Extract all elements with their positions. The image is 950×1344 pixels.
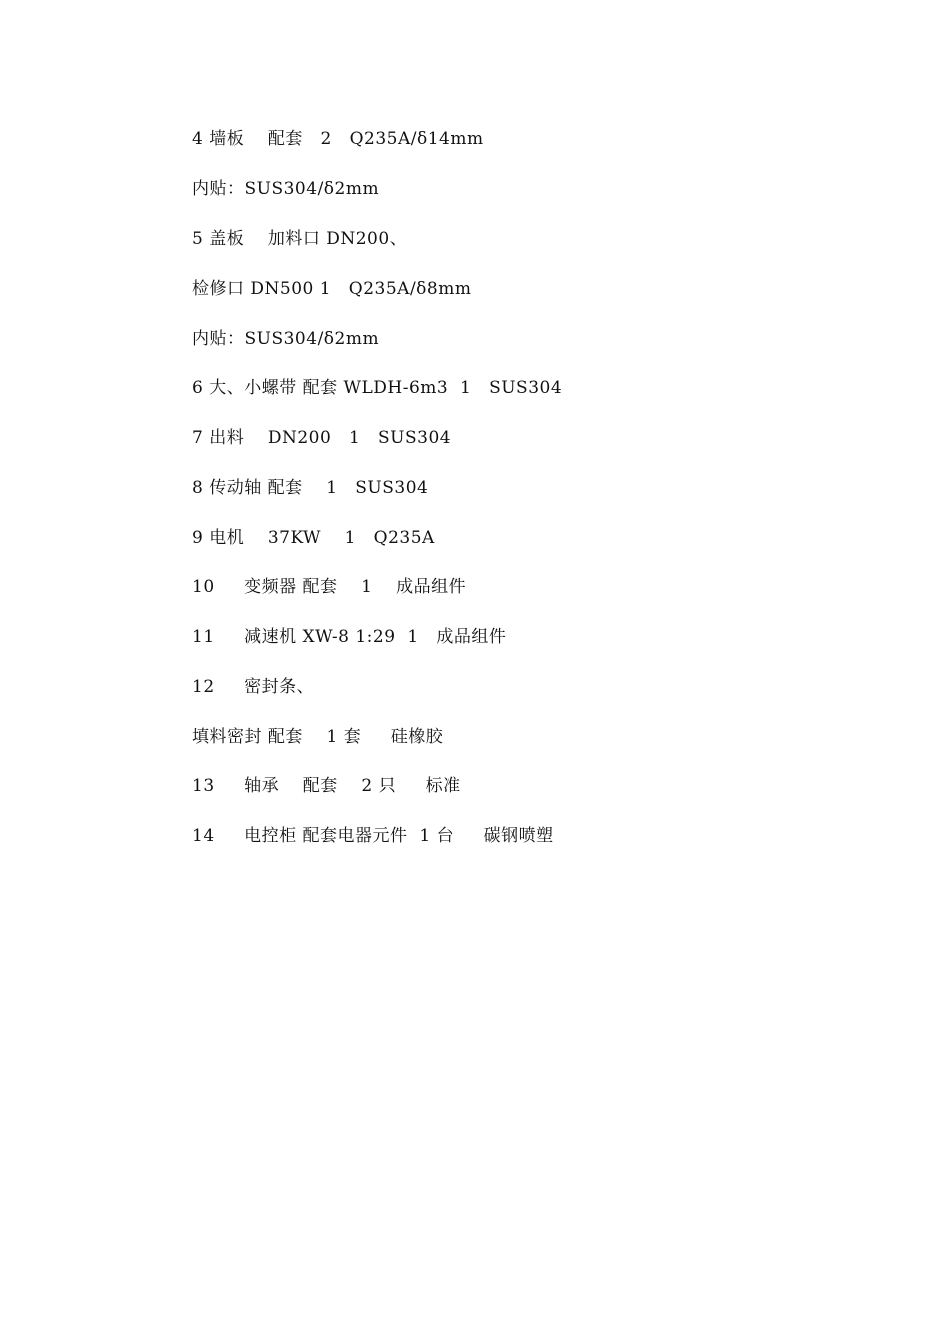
text-line-10: 10 变频器 配套 1 成品组件 <box>192 577 467 597</box>
text-line-6: 6 大、小螺带 配套 WLDH-6m3 1 SUS304 <box>192 378 563 398</box>
text-line-4: 检修口 DN500 1 Q235A/δ8mm <box>192 279 472 299</box>
text-line-11: 11 减速机 XW-8 1:29 1 成品组件 <box>192 627 507 647</box>
text-line-13: 填料密封 配套 1 套 硅橡胶 <box>192 727 444 747</box>
text-line-14: 13 轴承 配套 2 只 标准 <box>192 776 461 796</box>
text-line-12: 12 密封条、 <box>192 677 315 697</box>
text-line-1: 4 墙板 配套 2 Q235A/δ14mm <box>192 129 484 149</box>
text-line-9: 9 电机 37KW 1 Q235A <box>192 528 435 548</box>
text-line-8: 8 传动轴 配套 1 SUS304 <box>192 478 429 498</box>
text-line-2: 内贴：SUS304/δ2mm <box>192 179 380 199</box>
text-line-3: 5 盖板 加料口 DN200、 <box>192 229 408 249</box>
text-line-5: 内贴：SUS304/δ2mm <box>192 329 380 349</box>
text-line-15: 14 电控柜 配套电器元件 1 台 碳钢喷塑 <box>192 826 554 846</box>
text-line-7: 7 出料 DN200 1 SUS304 <box>192 428 452 448</box>
